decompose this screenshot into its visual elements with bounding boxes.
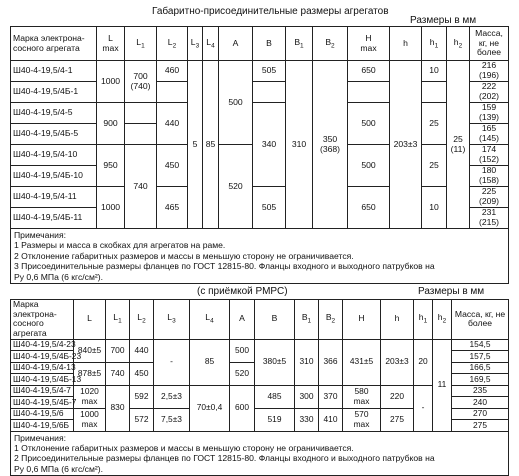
row-mark: Ш40-4-19,5/4-1 [11,61,97,82]
cell-B: 380±5 [255,339,295,385]
header-mass: Масса, кг, не более [452,300,509,340]
cell-H: 570 max [343,408,381,431]
header-H: H [343,300,381,340]
table2-title: (с приёмкой РМРС) [197,286,288,297]
header-B2: $B_2$ [319,300,343,340]
cell-L: 878±5 [74,362,106,385]
table1-notes: Примечания: 1 Размеры и масса в скобках для агрегатов на раме. 2 Отклонение габаритных размеров и массы в меньшую сторону не ограничивается. 3 Присоединительные размеры фланцев по ГОСТ 12815-80. Фланцы входного и выходного патрубков на Ру 0,6 МПа (6 кгс/см²). [11,229,509,284]
row-mark: Ш40-4-19,5/4-7 [11,385,74,397]
cell-mass: 225 (209) [470,187,509,208]
cell-B1: 300 [295,385,319,408]
cell-A: 520 [219,145,253,229]
cell-L3: - [154,339,190,385]
cell-L: 1000 max [74,408,106,431]
cell-L1: 700 (740) [125,61,157,103]
header-mass: Масса, кг, не более [470,27,509,61]
cell-L3: 7,5±3 [154,408,190,431]
row-mark: Ш40-4-19,5/4Б-7 [11,397,74,409]
header-h2: $h_2$ [433,300,452,340]
cell-H: 500 [348,103,390,145]
cell-h1: 10 [422,61,447,82]
cell-B1: 310 [286,61,313,229]
cell-B [253,82,286,103]
row-mark: Ш40-4-19,5/6Б [11,420,74,432]
row-mark: Ш40-4-19,5/6 [11,408,74,420]
header-L: L max [97,27,125,61]
row-mark: Ш40-4-19,5/4-5 [11,103,97,124]
cell-L3: 2,5±3 [154,385,190,408]
row-mark: Ш40-4-19,5/4-10 [11,145,97,166]
cell-h1: 25 [422,145,447,187]
table2-units: Размеры в мм [418,286,485,297]
cell-mass: 270 [452,408,509,420]
header-L2: $L_2$ [157,27,188,61]
cell-L2: 440 [130,339,154,362]
cell-L2: 465 [157,187,188,229]
row-mark: Ш40-4-19,5/4Б-10 [11,166,97,187]
cell-L2: 450 [157,145,188,187]
cell-B1: 310 [295,339,319,385]
cell-h1: 25 [422,103,447,145]
row-mark: Ш40-4-19,5/4-13 [11,362,74,374]
cell-mass: 174 (152) [470,145,509,166]
cell-mass: 275 [452,420,509,432]
table2-notes: Примечания: 1 Отклонение габаритных размеров и массы в меньшую сторону не ограничивается. 2 Присоединительные размеры фланцев по ГОСТ 12815-80. Фланцы входного и выходного патрубков на Ру 0,6 МПа (6 кгс/см²). [11,431,509,476]
cell-L2: 592 [130,385,154,408]
cell-mass: 154,5 [452,339,509,351]
cell-A: 500 [219,61,253,145]
header-B: B [253,27,286,61]
header-mark: Марка электрона-сосного агрегата [11,300,74,340]
header-L3: $L_3$ [188,27,203,61]
cell-mass: 157,5 [452,351,509,363]
cell-H: 650 [348,61,390,82]
header-A: A [219,27,253,61]
cell-B: 505 [253,61,286,82]
cell-h: 203±3 [390,61,422,229]
cell-L: 840±5 [74,339,106,362]
cell-L1: 740 [106,362,130,385]
row-mark: Ш40-4-19,5/4-11 [11,187,97,208]
cell-mass: 159 (139) [470,103,509,124]
cell-h: 275 [381,408,414,431]
header-L: L [74,300,106,340]
cell-L: 1000 [97,61,125,103]
header-B2: $B_2$ [313,27,348,61]
cell-mass: 165 (145) [470,124,509,145]
cell-h2: 11 [433,339,452,431]
row-mark: Ш40-4-19,5/4Б-11 [11,208,97,229]
cell-L2: 460 [157,61,188,82]
header-B: B [255,300,295,340]
table1-units: Размеры в мм [410,15,477,26]
header-h: h [390,27,422,61]
cell-H: 500 [348,145,390,187]
header-L1: $L_1$ [125,27,157,61]
cell-mass: 180 (158) [470,166,509,187]
header-h1: $h_1$ [422,27,447,61]
row-mark: Ш40-4-19,5/4-23 [11,339,74,351]
header-B1: $B_1$ [286,27,313,61]
header-L4: $L_4$ [190,300,230,340]
header-H: H max [348,27,390,61]
cell-H: 431±5 [343,339,381,385]
cell-L: 1000 [97,187,125,229]
cell-h1: 20 [414,339,433,385]
cell-L3: 5 [188,61,203,229]
header-B1: $B_1$ [295,300,319,340]
cell-B: 485 [255,385,295,408]
dimensions-table-2 [10,299,509,476]
cell-L2: 572 [130,408,154,431]
cell-A: 600 [230,385,255,431]
cell-B2: 350 (368) [313,61,348,229]
cell-L2: 440 [157,103,188,145]
cell-h2: 25 (11) [447,61,470,229]
cell-L4: 85 [190,339,230,385]
header-h: h [381,300,414,340]
cell-L4: 85 [203,61,219,229]
cell-B1: 330 [295,408,319,431]
cell-mass: 169,5 [452,374,509,386]
cell-B2: 366 [319,339,343,385]
cell-h1 [422,82,447,103]
cell-H [348,82,390,103]
cell-h: 203±3 [381,339,414,385]
table1-title: Габаритно-присоединительные размеры агрегатов [152,6,389,17]
cell-mass: 231 (215) [470,208,509,229]
cell-mass: 235 [452,385,509,397]
cell-L2: 450 [130,362,154,385]
cell-B: 519 [255,408,295,431]
cell-h1: - [414,385,433,431]
dimensions-table-1 [10,26,509,284]
cell-H: 580 max [343,385,381,408]
header-mark: Марка электрона-сосного агрегата [11,27,97,61]
cell-mass: 222 (202) [470,82,509,103]
cell-mass: 166,5 [452,362,509,374]
cell-L1 [125,103,157,124]
cell-B2: 410 [319,408,343,431]
cell-mass: 216 (196) [470,61,509,82]
cell-L: 1020 max [74,385,106,408]
cell-mass: 240 [452,397,509,409]
cell-L: 950 [97,145,125,187]
header-L4: $L_4$ [203,27,219,61]
header-L2: $L_2$ [130,300,154,340]
cell-A: 520 [230,362,255,385]
header-L3: $L_3$ [154,300,190,340]
cell-h: 220 [381,385,414,408]
row-mark: Ш40-4-19,5/4Б-23 [11,351,74,363]
cell-H: 650 [348,187,390,229]
cell-L1: 700 [106,339,130,362]
cell-L: 900 [97,103,125,145]
cell-A: 500 [230,339,255,362]
cell-L1 [125,124,157,145]
cell-L1: 740 [125,145,157,229]
cell-L1: 830 [106,385,130,431]
cell-L4: 70±0,4 [190,385,230,431]
header-A: A [230,300,255,340]
cell-B: 340 [253,103,286,187]
header-h1: $h_1$ [414,300,433,340]
cell-L2 [157,82,188,103]
row-mark: Ш40-4-19,5/4Б-1 [11,82,97,103]
cell-B: 505 [253,187,286,229]
header-L1: $L_1$ [106,300,130,340]
row-mark: Ш40-4-19,5/4Б-13 [11,374,74,386]
cell-h1: 10 [422,187,447,229]
row-mark: Ш40-4-19,5/4Б-5 [11,124,97,145]
header-h2: $h_2$ [447,27,470,61]
cell-B2: 370 [319,385,343,408]
